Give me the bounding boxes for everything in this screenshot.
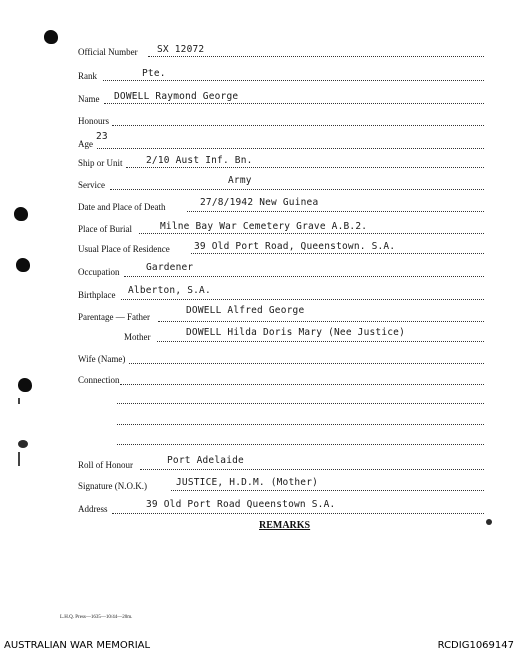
service-value: Army [228,175,252,186]
dotted-line [112,513,484,514]
signature-value: JUSTICE, H.D.M. (Mother) [176,477,319,488]
signature-label: Signature (N.O.K.) [78,481,147,491]
occupation-value: Gardener [146,262,194,273]
punch-hole-icon [18,440,28,448]
dotted-line [103,80,484,81]
dotted-line [97,148,484,149]
address-label: Address [78,504,108,514]
occupation-label: Occupation [78,267,120,277]
honours-label: Honours [78,116,109,126]
dotted-line [110,189,484,190]
roll-of-honour-label: Roll of Honour [78,460,133,470]
punch-hole-icon [18,378,32,392]
parentage-father-value: DOWELL Alfred George [186,305,305,316]
place-of-burial-label: Place of Burial [78,224,132,234]
residence-value: 39 Old Port Road, Queenstown. S.A. [194,241,396,252]
footer-archive-name: AUSTRALIAN WAR MEMORIAL [4,640,151,651]
dotted-line [158,321,484,322]
official-number-value: SX 12072 [157,44,205,55]
dotted-line [104,103,484,104]
ship-or-unit-label: Ship or Unit [78,158,123,168]
punch-hole-icon [14,207,28,221]
date-place-death-label: Date and Place of Death [78,202,166,212]
parentage-father-label: Parentage — Father [78,312,150,322]
official-number-label: Official Number [78,47,138,57]
footer-record-id: RCDIG1069147 [437,640,514,651]
dotted-line [129,363,484,364]
mother-label: Mother [124,332,151,342]
dotted-line [117,424,484,425]
wife-label: Wife (Name) [78,354,126,364]
ship-or-unit-value: 2/10 Aust Inf. Bn. [146,155,253,166]
dotted-line [126,167,484,168]
dotted-line [120,384,484,385]
birthplace-label: Birthplace [78,290,116,300]
dotted-line [191,253,484,254]
punch-hole-icon [16,258,30,272]
press-line: L.H.Q. Press—1635—10/44—20m. [60,615,133,620]
roll-of-honour-value: Port Adelaide [167,455,244,466]
dotted-line [139,233,484,234]
dotted-line [187,211,484,212]
scan-mark [18,452,20,466]
punch-hole-icon [44,30,58,44]
dotted-line [117,403,484,404]
age-label: Age [78,139,93,149]
dotted-line [117,444,484,445]
rank-label: Rank [78,71,97,81]
name-label: Name [78,94,100,104]
service-label: Service [78,180,105,190]
rank-value: Pte. [142,68,166,79]
dotted-line [140,469,484,470]
scan-mark [18,398,20,404]
dotted-line [157,341,484,342]
age-value: 23 [96,131,108,142]
mother-value: DOWELL Hilda Doris Mary (Nee Justice) [186,327,406,338]
name-value: DOWELL Raymond George [114,91,239,102]
dotted-line [171,490,484,491]
address-value: 39 Old Port Road Queenstown S.A. [146,499,336,510]
place-of-burial-value: Milne Bay War Cemetery Grave A.B.2. [160,221,368,232]
residence-label: Usual Place of Residence [78,244,170,254]
dotted-line [124,276,484,277]
birthplace-value: Alberton, S.A. [128,285,211,296]
dotted-line [112,125,484,126]
dotted-line [148,56,484,57]
remarks-heading: REMARKS [259,520,311,531]
date-place-death-value: 27/8/1942 New Guinea [200,197,319,208]
punch-hole-icon [486,519,492,525]
connection-label: Connection [78,375,120,385]
dotted-line [121,299,484,300]
